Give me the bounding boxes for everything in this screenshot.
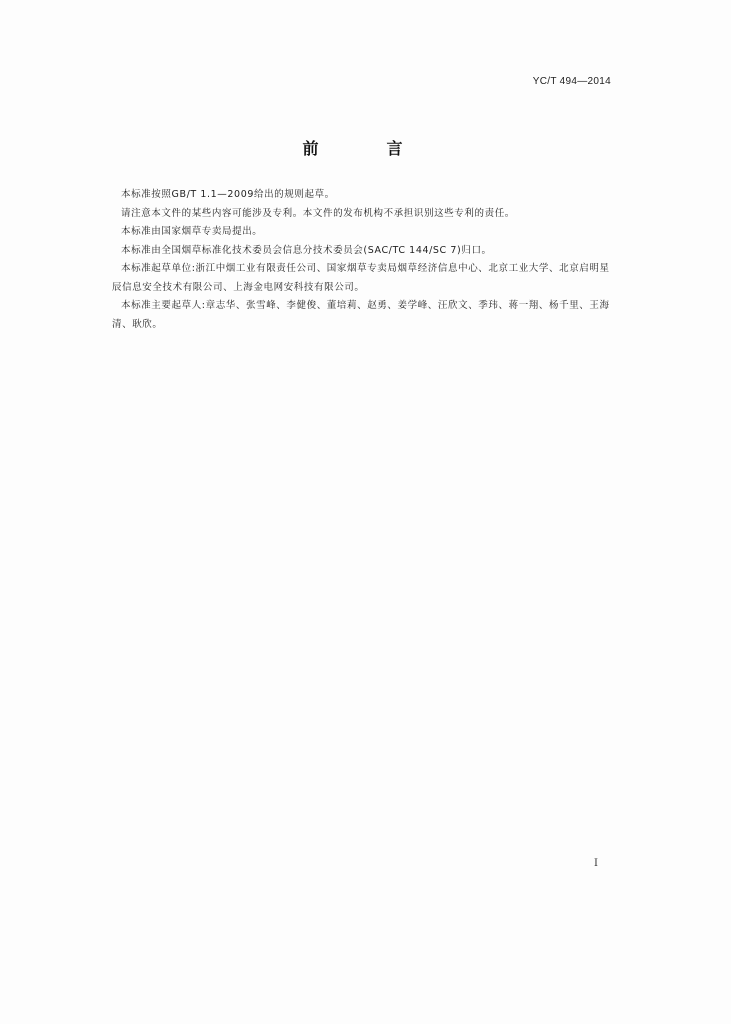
page-number: I	[594, 858, 598, 869]
paragraph-patent-notice: 请注意本文件的某些内容可能涉及专利。本文件的发布机构不承担识别这些专利的责任。	[121, 207, 515, 219]
paragraph-drafting-units: 本标准起草单位:浙江中烟工业有限责任公司、国家烟草专卖局烟草经济信息中心、北京工业大学、北京启明星辰信息安全技术有限公司、上海金电网安科技有限公司。	[112, 263, 610, 293]
paragraph-proposer: 本标准由国家烟草专卖局提出。	[121, 226, 263, 237]
page-title: 前 言	[302, 139, 429, 158]
foreword-body	[112, 186, 617, 334]
paragraph-drafting-rules: 本标准按照GB/T 1.1—2009给出的规则起草。	[121, 189, 335, 200]
paragraph-committee: 本标准由全国烟草标准化技术委员会信息分技术委员会(SAC/TC 144/SC 7)归口。	[121, 244, 492, 256]
paragraph-drafters: 本标准主要起草人:章志华、张雪峰、李健俊、董培莉、赵勇、姜学峰、汪欣文、季玮、蒋一翔、杨千里、王海清、耿欣。	[112, 300, 610, 330]
standard-code: YC/T 494—2014	[532, 76, 611, 87]
